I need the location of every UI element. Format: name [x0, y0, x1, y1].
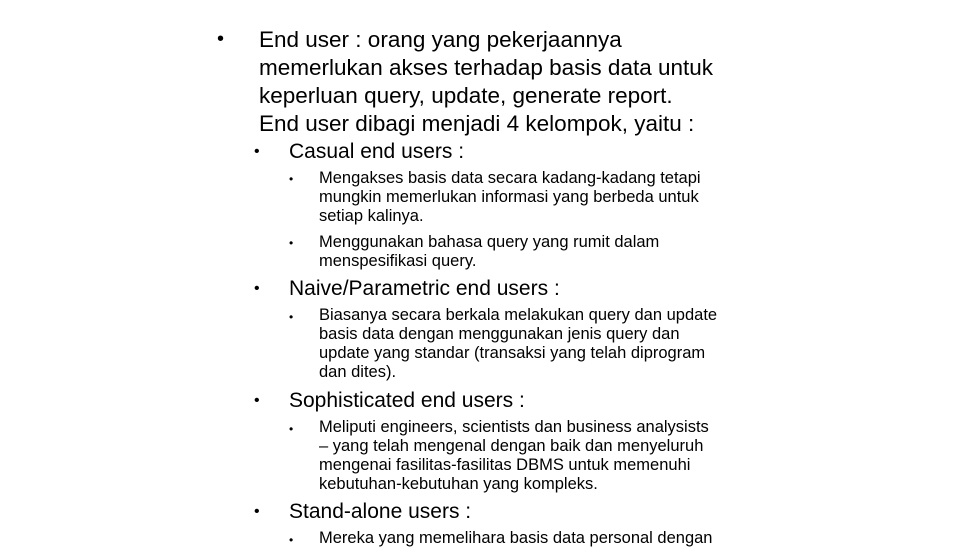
group-title-naive: Naive/Parametric end users :	[289, 277, 560, 300]
group-title-casual: Casual end users :	[289, 140, 465, 163]
list-item	[319, 306, 717, 382]
bullet: •	[254, 280, 260, 297]
list-item	[319, 418, 709, 494]
text-line: – yang telah mengenal dengan baik dan menyeluruh	[319, 437, 704, 455]
bullet: •	[254, 143, 260, 160]
text-line: End user dibagi menjadi 4 kelompok, yaitu :	[259, 111, 695, 136]
text-line: Mengakses basis data secara kadang-kadang tetapi	[319, 169, 701, 187]
text-line: setiap kalinya.	[319, 207, 424, 225]
text-line: Mereka yang memelihara basis data personal dengan	[319, 529, 713, 547]
text-line: keperluan query, update, generate report.	[259, 83, 673, 108]
text-line: End user : orang yang pekerjaannya	[259, 27, 622, 52]
bullet: •	[289, 533, 294, 547]
list-item	[319, 233, 659, 271]
text-line: Menggunakan bahasa query yang rumit dalam	[319, 233, 660, 251]
group-title-sophisticated: Sophisticated end users :	[289, 389, 525, 412]
text-line: Biasanya secara berkala melakukan query dan update	[319, 306, 718, 324]
bullet: •	[289, 310, 294, 324]
text-line: basis data dengan menggunakan jenis query dan	[319, 325, 680, 343]
list-item	[319, 529, 713, 548]
bullet: •	[217, 28, 225, 50]
intro-paragraph	[259, 26, 713, 138]
text-line: update yang standar (transaksi yang telah diprogram	[319, 344, 706, 362]
text-line: Meliputi engineers, scientists dan business analysists	[319, 418, 709, 436]
text-line: menspesifikasi query.	[319, 252, 477, 270]
list-item	[319, 169, 701, 226]
bullet: •	[254, 392, 260, 409]
bullet: •	[254, 503, 260, 520]
text-line: memerlukan akses terhadap basis data untuk	[259, 55, 714, 80]
bullet: •	[289, 172, 294, 186]
text-line: mungkin memerlukan informasi yang berbeda untuk	[319, 188, 699, 206]
text-line: mengenai fasilitas-fasilitas DBMS untuk memenuhi	[319, 456, 691, 474]
text-line: dan dites).	[319, 363, 397, 381]
bullet: •	[289, 236, 294, 250]
bullet: •	[289, 422, 294, 436]
text-line: kebutuhan-kebutuhan yang kompleks.	[319, 475, 598, 493]
group-title-standalone: Stand-alone users :	[289, 500, 472, 523]
